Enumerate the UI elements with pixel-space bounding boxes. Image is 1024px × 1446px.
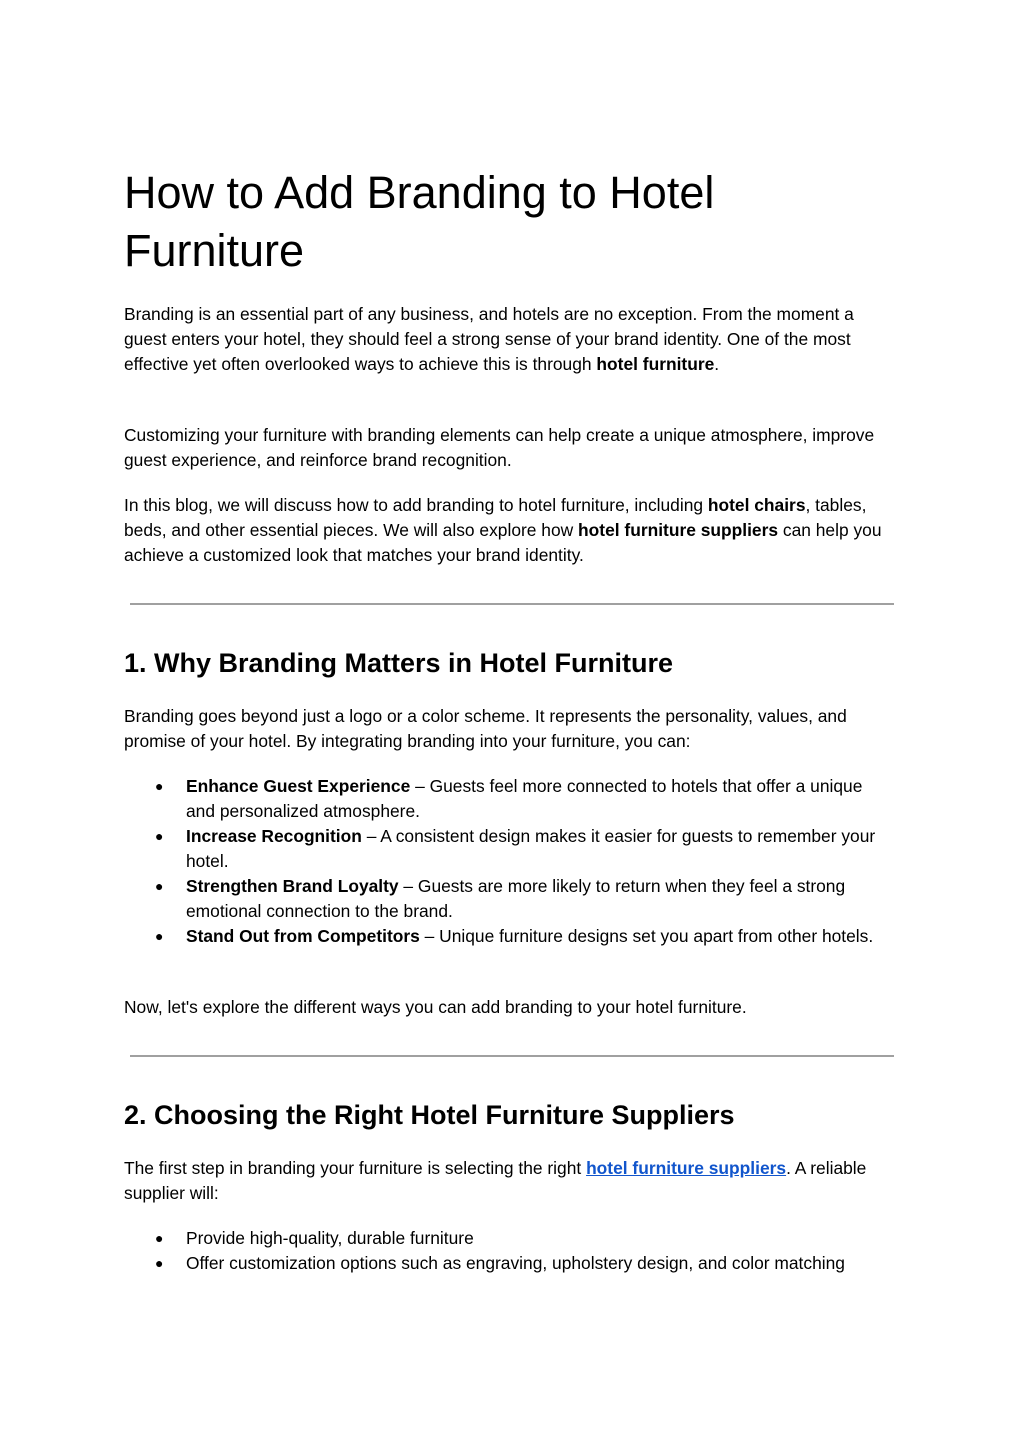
section-2-intro-b: . A reliable supplier will: xyxy=(124,1158,867,1203)
bullet-text: – A consistent design makes it easier for guests to remember your hotel. xyxy=(186,826,876,871)
bullet-icon: ● xyxy=(155,828,164,844)
bullet-text: Provide high-quality, durable furniture xyxy=(186,1228,474,1248)
intro-paragraph-2: Customizing your furniture with branding elements can help create a unique atmosphere, improve guest experience, and reinforce brand recognition. xyxy=(124,425,875,470)
section-1-intro: Branding goes beyond just a logo or a color scheme. It represents the personality, values, and promise of your hotel. By integrating branding into your furniture, you can: xyxy=(124,706,847,751)
bullet-text: – Unique furniture designs set you apart from other hotels. xyxy=(419,926,874,946)
list-item xyxy=(124,924,896,949)
intro-p1-bold: hotel furniture xyxy=(596,354,715,374)
section-1-outro: Now, let's explore the different ways you can add branding to your hotel furniture. xyxy=(124,997,747,1017)
list-item xyxy=(124,1226,896,1251)
intro-paragraph-3 xyxy=(124,493,896,568)
bullet-bold: Increase Recognition xyxy=(186,826,362,846)
section-2-intro xyxy=(124,1156,896,1206)
bullet-text: – Guests feel more connected to hotels that offer a unique and personalized atmosphere. xyxy=(186,776,863,821)
document-title: How to Add Branding to Hotel Furniture xyxy=(124,167,715,276)
bullet-icon: ● xyxy=(155,1230,164,1246)
section-divider-1 xyxy=(130,603,894,605)
section-2-intro-a: The first step in branding your furniture is selecting the right xyxy=(124,1158,587,1178)
bullet-icon: ● xyxy=(155,928,164,944)
list-item xyxy=(124,774,896,824)
section-2-heading: 2. Choosing the Right Hotel Furniture Suppliers xyxy=(124,1100,735,1130)
list-item xyxy=(124,1251,896,1276)
intro-p3-a: In this blog, we will discuss how to add branding to hotel furniture, including xyxy=(124,495,708,515)
bullet-text: – Guests are more likely to return when they feel a strong emotional connection to the brand. xyxy=(186,876,846,921)
intro-p3-bold-1: hotel chairs xyxy=(707,495,806,515)
bullet-bold: Strengthen Brand Loyalty xyxy=(186,876,399,896)
intro-paragraph-1 xyxy=(124,302,896,377)
bullet-bold: Stand Out from Competitors xyxy=(186,926,420,946)
intro-p3-b: , tables, beds, and other essential pieces. We will also explore how xyxy=(124,495,867,540)
section-1-heading: 1. Why Branding Matters in Hotel Furniture xyxy=(124,648,674,678)
intro-p1-text: Branding is an essential part of any business, and hotels are no exception. From the moment a guest enters your hotel, they should feel a strong sense of your brand identity. One of the most effective yet often overlooked ways to achieve this is through xyxy=(124,304,854,374)
list-item xyxy=(124,824,896,874)
list-item xyxy=(124,874,896,924)
intro-p1-end: . xyxy=(714,354,720,374)
section-1-bullet-list xyxy=(124,774,896,949)
bullet-icon: ● xyxy=(155,778,164,794)
intro-p3-c: can help you achieve a customized look that matches your brand identity. xyxy=(124,520,882,565)
bullet-icon: ● xyxy=(155,878,164,894)
bullet-icon: ● xyxy=(155,1255,164,1271)
section-divider-2 xyxy=(130,1055,894,1057)
section-2-bullet-list xyxy=(124,1226,896,1276)
bullet-text: Offer customization options such as engraving, upholstery design, and color matching xyxy=(186,1253,845,1273)
hotel-furniture-suppliers-link[interactable]: hotel furniture suppliers xyxy=(586,1158,787,1178)
intro-p3-bold-2: hotel furniture suppliers xyxy=(578,520,779,540)
bullet-bold: Enhance Guest Experience xyxy=(186,776,411,796)
